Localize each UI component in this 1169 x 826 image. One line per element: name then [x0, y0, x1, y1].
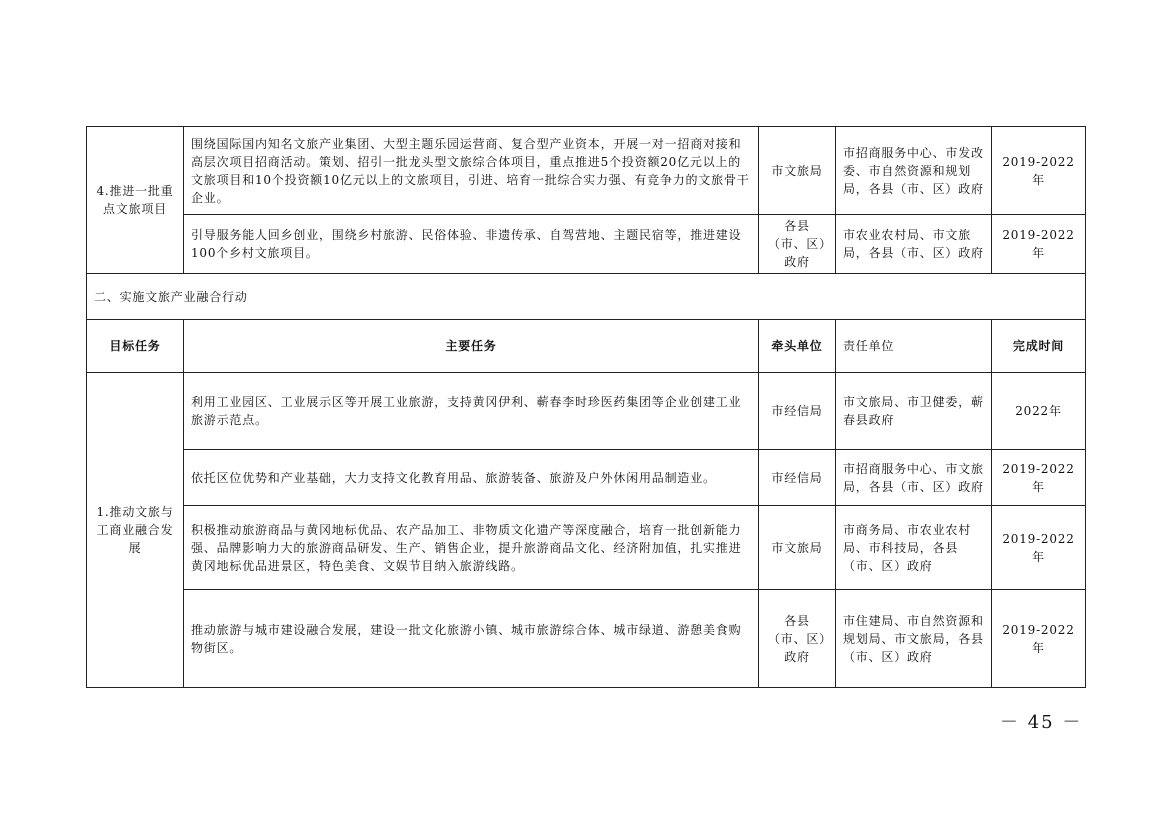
task-table: [86, 126, 1086, 688]
header-row: [87, 320, 1086, 373]
table-row: [87, 450, 1086, 506]
page-number: － 45 －: [1000, 712, 1083, 733]
lead-unit-cell: 各县（市、区）政府: [759, 590, 836, 688]
lead-unit-cell: 市文旅局: [759, 506, 836, 590]
main-task-cell: 利用工业园区、工业展示区等开展工业旅游，支持黄冈伊利、蕲春李时珍医药集团等企业创建工业旅游示范点。: [184, 373, 759, 450]
section-row: [87, 274, 1086, 320]
completion-time-cell: 2019-2022年: [992, 450, 1086, 506]
lead-unit-cell: 市文旅局: [759, 127, 836, 215]
main-task-cell: 围绕国际国内知名文旅产业集团、大型主题乐园运营商、复合型产业资本，开展一对一招商对接和高层次项目招商活动。策划、招引一批龙头型文旅综合体项目，重点推进5个投资额20亿元以上的文旅项目和10个投资额10亿元以上的文旅项目，引进、培育一批综合实力强、有竞争力的文旅骨干企业。: [184, 127, 759, 215]
responsible-unit-cell: 市商务局、市农业农村局、市科技局，各县（市、区）政府: [836, 506, 992, 590]
header-task: 主要任务: [184, 320, 759, 373]
main-task-cell: 推动旅游与城市建设融合发展，建设一批文化旅游小镇、城市旅游综合体、城市绿道、游憩美食购物街区。: [184, 590, 759, 688]
completion-time-cell: 2019-2022年: [992, 127, 1086, 215]
completion-time-cell: 2019-2022年: [992, 590, 1086, 688]
main-task-cell: 依托区位优势和产业基础，大力支持文化教育用品、旅游装备、旅游及户外休闲用品制造业。: [184, 450, 759, 506]
main-task-cell: 引导服务能人回乡创业，围绕乡村旅游、民俗体验、非遗传承、自驾营地、主题民宿等，推进建设100个乡村文旅项目。: [184, 215, 759, 274]
responsible-unit-cell: 市农业农村局、市文旅局，各县（市、区）政府: [836, 215, 992, 274]
table-row: [87, 373, 1086, 450]
header-responsible: 责任单位: [836, 320, 992, 373]
responsible-unit-cell: 市住建局、市自然资源和规划局、市文旅局，各县（市、区）政府: [836, 590, 992, 688]
responsible-unit-cell: 市文旅局、市卫健委，蕲春县政府: [836, 373, 992, 450]
table-row: [87, 506, 1086, 590]
section-title: 二、实施文旅产业融合行动: [87, 274, 1086, 320]
header-time: 完成时间: [992, 320, 1086, 373]
lead-unit-cell: 市经信局: [759, 450, 836, 506]
main-task-cell: 积极推动旅游商品与黄冈地标优品、农产品加工、非物质文化遗产等深度融合，培育一批创新能力强、品牌影响力大的旅游商品研发、生产、销售企业，提升旅游商品文化、经济附加值，扎实推进黄冈地标优品进景区，特色美食、文娱节目纳入旅游线路。: [184, 506, 759, 590]
table-row: [87, 215, 1086, 274]
header-lead: 牵头单位: [759, 320, 836, 373]
goal-cell: 1.推动文旅与工商业融合发展: [87, 373, 184, 688]
responsible-unit-cell: 市招商服务中心、市发改委、市自然资源和规划局，各县（市、区）政府: [836, 127, 992, 215]
completion-time-cell: 2022年: [992, 373, 1086, 450]
header-goal: 目标任务: [87, 320, 184, 373]
lead-unit-cell: 市经信局: [759, 373, 836, 450]
completion-time-cell: 2019-2022年: [992, 506, 1086, 590]
table-row: [87, 590, 1086, 688]
responsible-unit-cell: 市招商服务中心、市文旅局，各县（市、区）政府: [836, 450, 992, 506]
goal-cell: 4.推进一批重点文旅项目: [87, 127, 184, 274]
lead-unit-cell: 各县（市、区）政府: [759, 215, 836, 274]
table-row: [87, 127, 1086, 215]
completion-time-cell: 2019-2022年: [992, 215, 1086, 274]
